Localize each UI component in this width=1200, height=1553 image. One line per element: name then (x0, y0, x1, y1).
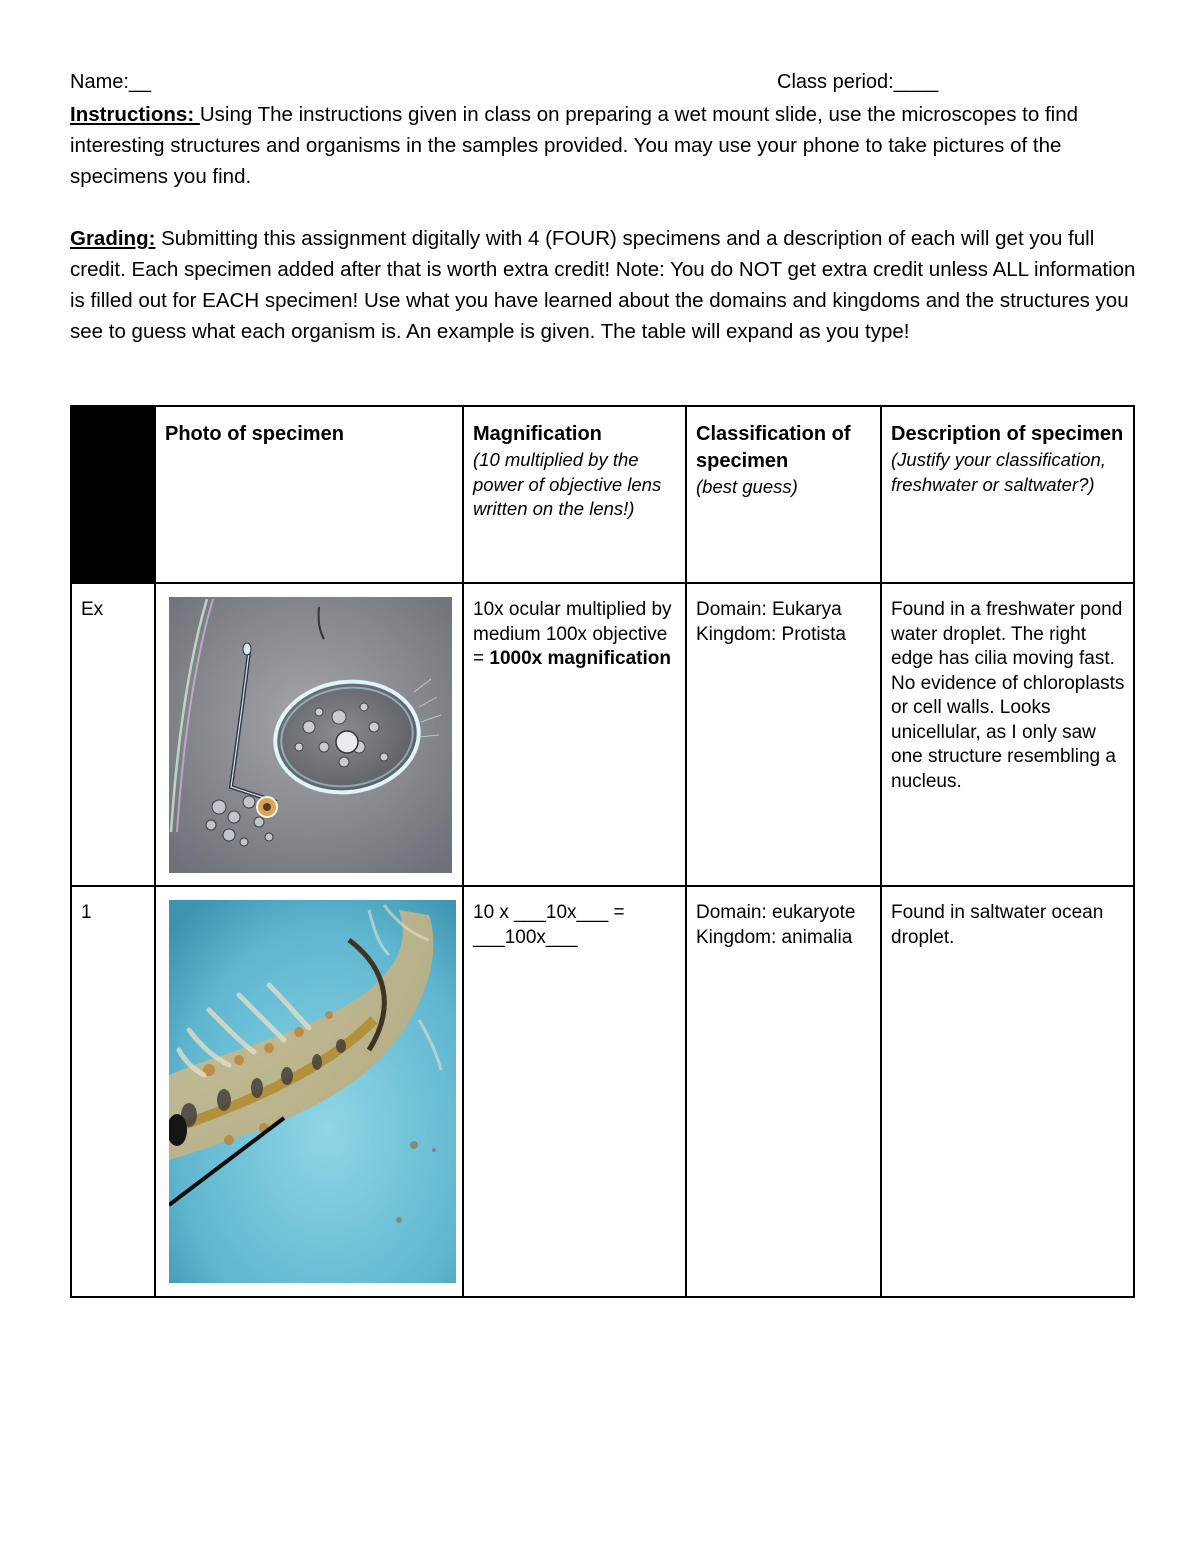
classification-cell (686, 886, 881, 1297)
protist-micrograph (169, 597, 452, 873)
table-row-example (71, 583, 1134, 886)
header-photo (155, 406, 463, 583)
magnification-text: 10x ocular multiplied by medium 100x objective = (473, 599, 672, 669)
photo-cell (155, 583, 463, 886)
table-header-row (71, 406, 1134, 583)
photo-cell (155, 886, 463, 1297)
magnification-cell: 10 x ___10x___ = ___100x___ (463, 886, 686, 1297)
magnification-result: 1000x magnification (489, 648, 671, 669)
table-row-1 (71, 886, 1134, 1297)
instructions-paragraph (70, 99, 1145, 192)
instructions-text: Using The instructions given in class on preparing a wet mount slide, use the microscopes to find interesting structures and organisms in the samples provided. You may use your phone to take pictures of the specimens you find. (70, 103, 1079, 188)
header-classification-note: (best guess) (696, 476, 798, 497)
header-description (881, 406, 1134, 583)
grading-paragraph (70, 223, 1145, 347)
header-classification-label: Classification of specimen (696, 423, 851, 472)
classification-domain: Domain: Eukarya (696, 599, 842, 620)
header-description-label: Description of specimen (891, 423, 1124, 445)
instructions-heading: Instructions: (70, 103, 200, 126)
classification-kingdom: Kingdom: animalia (696, 926, 853, 948)
grading-text: Submitting this assignment digitally with 4 (FOUR) specimens and a description of each will get you full credit. Each specimen added after that is worth extra credit! Note: You do NOT get extra credit unless ALL information is filled out for EACH specimen! Use what you have learned about the domains and kingdoms and the structures you see to guess what each organism is. An example is given. The table will expand as you type! (70, 227, 1136, 343)
header-classification (686, 406, 881, 583)
name-field: Name:__ (70, 71, 152, 93)
header-magnification (463, 406, 686, 583)
row-label: 1 (71, 886, 155, 1297)
header-magnification-label: Magnification (473, 423, 602, 445)
classification-cell (686, 583, 881, 886)
header-magnification-note: (10 multiplied by the power of objective lens written on the lens!) (473, 449, 662, 519)
shrimp-micrograph (169, 900, 456, 1283)
description-cell: Found in saltwater ocean droplet. (881, 886, 1134, 1297)
header-photo-label: Photo of specimen (165, 423, 344, 445)
header-corner-cell (71, 406, 155, 583)
classification-domain: Domain: eukaryote (696, 902, 856, 923)
row-label: Ex (71, 583, 155, 886)
description-cell: Found in a freshwater pond water droplet. The right edge has cilia moving fast. No evidence of chloroplasts or cell walls. Looks unicellular, as I only saw one structure resembling a nucleus. (881, 583, 1134, 886)
grading-heading: Grading: (70, 227, 156, 250)
class-period-field: Class period:____ (777, 71, 939, 93)
classification-kingdom: Kingdom: Protista (696, 623, 846, 645)
specimen-table (70, 405, 1135, 1298)
header-description-note: (Justify your classification, freshwater or saltwater?) (891, 449, 1106, 495)
magnification-cell (463, 583, 686, 886)
